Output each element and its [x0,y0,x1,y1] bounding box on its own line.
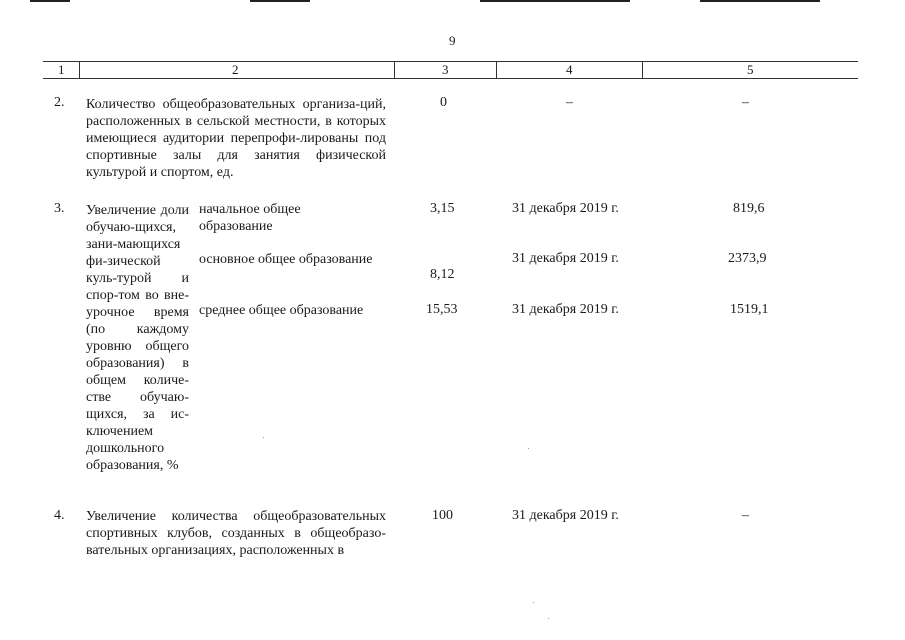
scan-speck [548,618,549,619]
value-col-5: – [742,508,749,523]
sub-indicator-label: основное общее образование [199,252,373,267]
value-col-3: 100 [432,508,453,523]
indicator-text: Увеличение количества общеобразовательных спортивных клубов, созданных в общеобразо-вательных организациях, расположенных в [86,509,386,558]
header-divider [394,62,395,78]
scan-speck [533,602,534,603]
scan-edge-mark [30,0,70,2]
header-col-2: 2 [232,62,239,77]
scan-speck [528,448,529,449]
value-col-4: 31 декабря 2019 г. [512,201,619,216]
row-number: 2. [54,95,65,110]
header-col-5: 5 [747,62,754,77]
scan-edge-mark [480,0,630,2]
header-divider [79,62,80,78]
row-number: 3. [54,201,65,216]
value-col-5: – [742,95,749,110]
row-number: 4. [54,508,65,523]
value-col-5: 1519,1 [730,302,769,317]
value-col-4: 31 декабря 2019 г. [512,508,619,523]
header-col-4: 4 [566,62,573,77]
value-col-4: 31 декабря 2019 г. [512,251,619,266]
page-number: 9 [449,33,456,48]
value-col-3: 15,53 [426,302,458,317]
value-col-3: 0 [440,95,447,110]
indicator-text: Количество общеобразовательных организа-ций, расположенных в сельской местности, в которых имеющиеся аудитории перепрофи-лированы под спортивные залы для занятия физической культурой и спортом, ед. [86,97,386,180]
header-divider [496,62,497,78]
value-col-5: 819,6 [733,201,765,216]
scan-edge-mark [250,0,310,2]
scan-speck [263,437,264,438]
header-col-1: 1 [58,62,65,77]
header-top-rule [43,61,858,62]
scan-edge-mark [700,0,820,2]
header-col-3: 3 [442,62,449,77]
header-bottom-rule [43,78,858,79]
value-col-3: 3,15 [430,201,455,216]
sub-indicator-label: среднее общее образование [199,303,364,318]
value-col-3: 8,12 [430,267,455,282]
sub-indicator-label: начальное общее образование [199,202,301,234]
header-divider [642,62,643,78]
indicator-text: Увеличение доли обучаю-щихся, зани-мающихся фи-зической куль-турой и спор-том во вне-урочное время (по каждому уровню общего образования) в общем количе-стве обучаю-щихся, за ис-ключением дошкольного образования, % [86,203,189,473]
value-col-5: 2373,9 [728,251,767,266]
value-col-4: 31 декабря 2019 г. [512,302,619,317]
value-col-4: – [566,95,573,110]
